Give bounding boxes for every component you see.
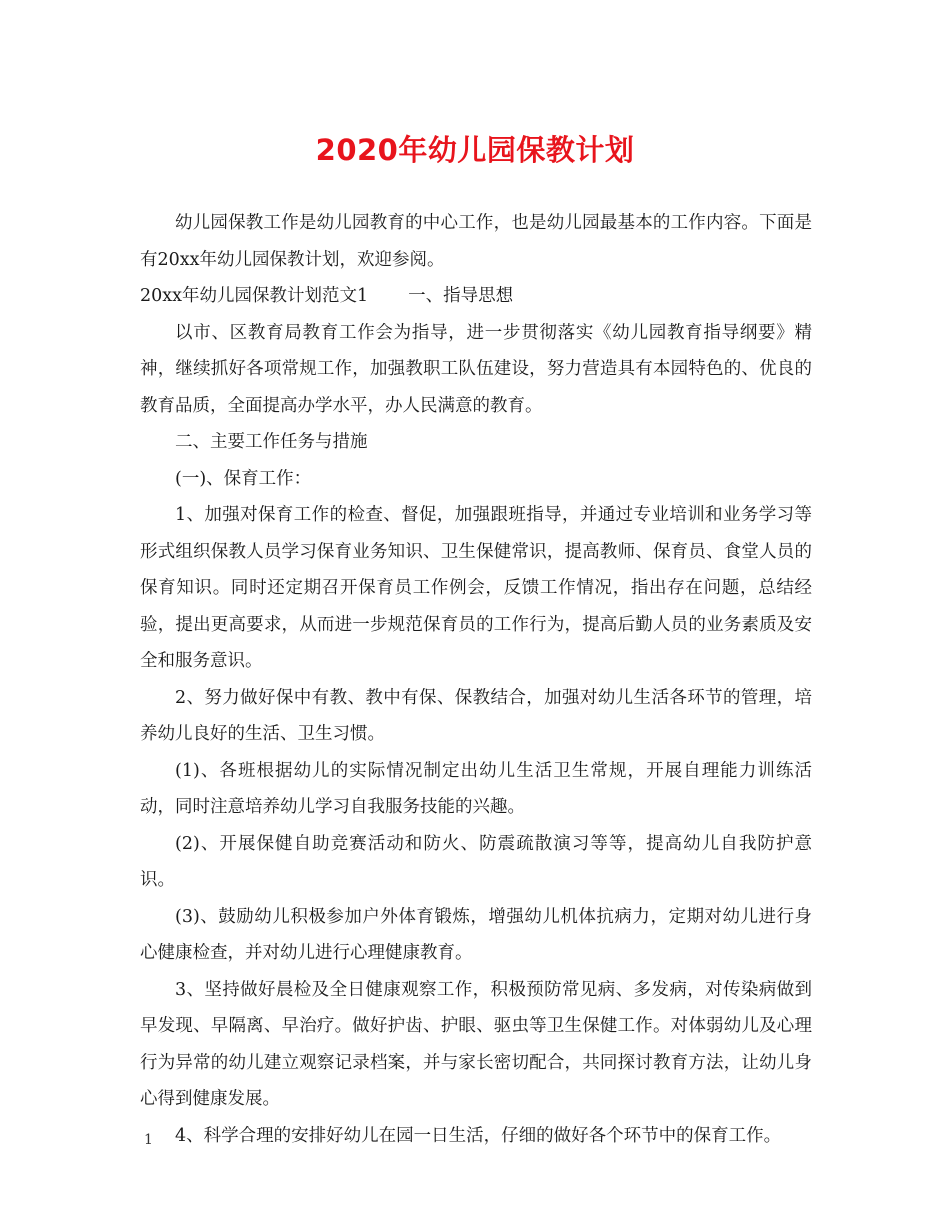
item-3-paragraph: 3、坚持做好晨检及全日健康观察工作，积极预防常见病、多发病，对传染病做到早发现、早隔离、早治疗。做好护齿、护眼、驱虫等卫生保健工作。对体弱幼儿及心理行为异常的幼儿建立观察记录档案，并与家长密切配合，共同探讨教育方法，让幼儿身心得到健康发展。 [140, 979, 812, 1109]
section2-title: 二、主要工作任务与措施 [175, 432, 368, 452]
item-4-paragraph: 4、科学合理的安排好幼儿在园一日生活，仔细的做好各个环节中的保育工作。 [175, 1125, 782, 1146]
item-2-2-paragraph: (2)、开展保健自助竞赛活动和防火、防震疏散演习等等，提高幼儿自我防护意识。 [140, 833, 812, 890]
section1-paragraph: 以市、区教育局教育工作会为指导，进一步贯彻落实《幼儿园教育指导纲要》精神，继续抓好各项常规工作，加强教职工队伍建设，努力营造具有本园特色的、优良的教育品质，全面提高办学水平，办人民满意的教育。 [140, 322, 812, 416]
section1-title: 一、指导思想 [408, 286, 514, 306]
item-2-3-paragraph: (3)、鼓励幼儿积极参加户外体育锻炼，增强幼儿机体抗病力，定期对幼儿进行身心健康检查，并对幼儿进行心理健康教育。 [140, 906, 812, 963]
sample-heading: 20xx年幼儿园保教计划范文1 [140, 286, 369, 306]
document-body [140, 205, 812, 1154]
page-number: 1 [144, 1132, 153, 1148]
intro-paragraph: 幼儿园保教工作是幼儿园教育的中心工作，也是幼儿园最基本的工作内容。下面是有20xx年幼儿园保教计划，欢迎参阅。 [140, 213, 812, 270]
item-1-paragraph: 1、加强对保育工作的检查、督促，加强跟班指导，并通过专业培训和业务学习等形式组织保教人员学习保育业务知识、卫生保健常识，提高教师、保育员、食堂人员的保育知识。同时还定期召开保育员工作例会，反馈工作情况，指出存在问题，总结经验，提出更高要求，从而进一步规范保育员的工作行为，提高后勤人员的业务素质及安全和服务意识。 [140, 505, 812, 671]
item-2-1-paragraph: (1)、各班根据幼儿的实际情况制定出幼儿生活卫生常规，开展自理能力训练活动，同时注意培养幼儿学习自我服务技能的兴趣。 [140, 760, 812, 817]
document-title: 2020年幼儿园保教计划 [315, 133, 635, 167]
item-2-paragraph: 2、努力做好保中有教、教中有保、保教结合，加强对幼儿生活各环节的管理，培养幼儿良好的生活、卫生习惯。 [140, 687, 812, 744]
sample-heading-line [140, 278, 812, 315]
subsection1-title: (一)、保育工作： [175, 468, 312, 489]
